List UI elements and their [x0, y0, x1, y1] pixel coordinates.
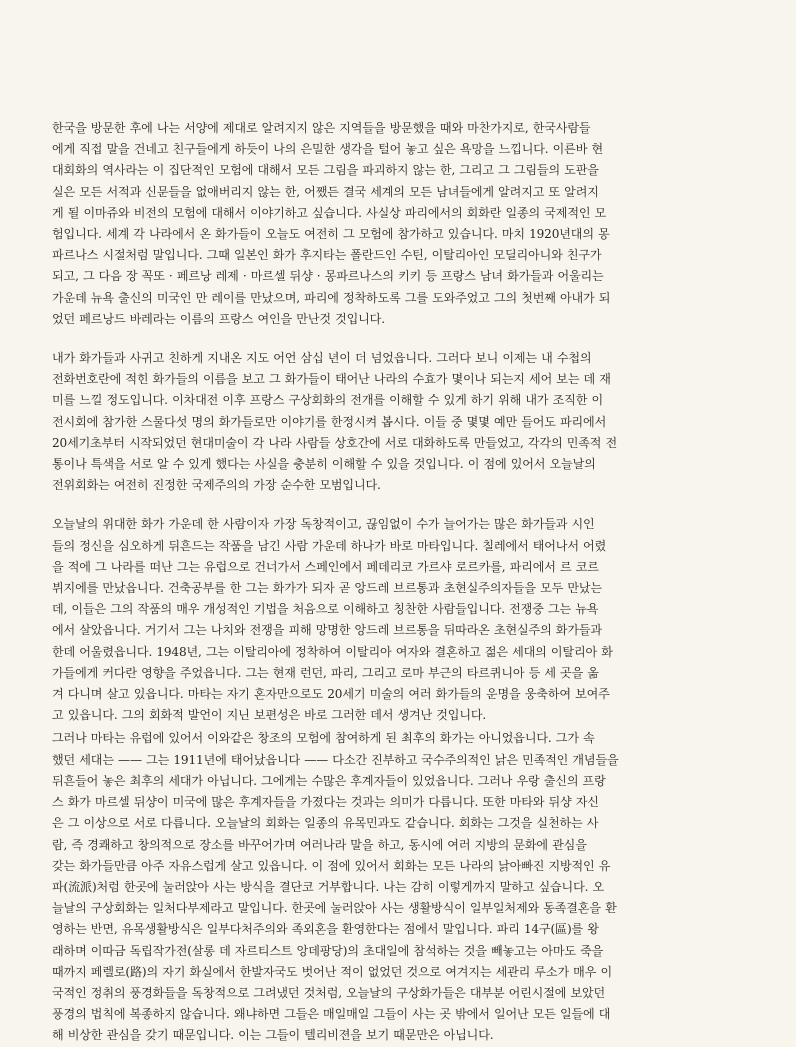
- text-line: 국적인 정취의 풍경화들을 독창적으로 그려냈던 것처럼, 오늘날의 구상화가들은 대부분 어린시절에 보았던: [52, 985, 606, 1000]
- paragraph-spacer: [52, 496, 744, 514]
- text-line: 뒤흔들어 놓은 최후의 세대가 아닙니다. 그에게는 수많은 후계자들이 있었읍니다. 그러나 우랑 출신의 프랑: [52, 773, 606, 788]
- text-line: 고 있읍니다. 그의 회화적 발언이 지닌 보편성은 바로 그러한 데서 생겨난 것입니다.: [52, 708, 487, 723]
- text-line: 에서 살았읍니다. 거기서 그는 나치와 전쟁을 피해 망명한 앙드레 브르통을 뒤따라온 초현실주의 화가들과: [52, 623, 602, 638]
- text-line: 에게 직접 말을 건네고 친구들에게 하듯이 나의 은밀한 생각을 털어 놓고 싶은 욕망을 느낍니다. 이른바 현: [52, 142, 603, 157]
- text-line: 한국을 방문한 후에 나는 서양에 제대로 알려지지 않은 지역들을 방문했을 때와 마찬가지로, 한국사람들: [52, 121, 591, 135]
- text-line: 오늘날의 위대한 화가 가운데 한 사람이자 가장 독창적이고, 끊임없이 수가 늘어가는 많은 화가들과 시인: [52, 517, 595, 532]
- text-line: 뷔지에를 만났읍니다. 건축공부를 한 그는 화가가 되자 곧 앙드레 브르통과 초현실주의자들을 모두 만났는: [52, 581, 602, 596]
- paragraph-1: [52, 118, 744, 330]
- paragraph-spacer: [52, 330, 744, 348]
- text-line: 파(流派)처럼 한곳에 눌러앉아 사는 방식을 결단코 거부합니다. 나는 감히 이렇게까지 말하고 싶습니다. 오: [52, 879, 605, 894]
- text-line: 은 그 이상으로 서로 다릅니다. 오늘날의 회화는 일종의 유목민과도 같습니다. 회화는 그것을 실천하는 사: [52, 816, 599, 831]
- paragraph-4: [52, 728, 744, 1046]
- text-line: 험입니다. 세계 각 나라에서 온 화가들이 오늘도 여전히 그 모험에 참가하고 있습니다. 마치 1920년대의 몽: [52, 227, 610, 242]
- paragraph-2: [52, 348, 744, 496]
- paragraph-3: [52, 514, 744, 726]
- text-line: 전시회에 참가한 스물다섯 명의 화가들로만 이야기를 한정시켜 봅시다. 이들 중 몇몇 예만 들어도 파리에서: [52, 414, 607, 429]
- text-line: 갖는 화가들만큼 아주 자유스럽게 살고 있읍니다. 이 점에 있어서 회화는 모든 나라의 낡아빠진 지방적인 유: [52, 858, 611, 873]
- text-line: 전화번호란에 적힌 화가들의 이름을 보고 그 화가들이 태어난 나라의 수효가 몇이나 되는지 세어 보는 데 재: [52, 372, 611, 387]
- text-line: 한데 어울렸읍니다. 1948년, 그는 이탈리아에 정착하여 이탈리아 여자와 결혼하고 젊은 세대의 이탈리아 화: [52, 644, 613, 659]
- text-line: 그러나 마타는 유럽에 있어서 이와같은 창조의 모험에 참여하게 된 최후의 화가는 아니었읍니다. 그가 속: [52, 731, 595, 746]
- text-line: 을 적에 그 나라를 떠난 그는 유럽으로 건너가서 스페인에서 페데리코 가르샤 로르카를, 파리에서 르 코르: [52, 559, 599, 574]
- text-line: 때까지 페렐로(路)의 자기 화실에서 한발자국도 벗어난 적이 없었던 것으로 여겨지는 세관리 루소가 매우 이: [52, 964, 612, 979]
- text-line: 내가 화가들과 사귀고 친하게 지내온 지도 어언 삼십 년이 더 넘었읍니다. 그러다 보니 이제는 내 수첩의: [52, 351, 592, 366]
- text-line: 되고, 그 다음 장 꼭또 · 페르낭 레제 · 마르셀 뒤샹 · 몽파르나스의 키키 등 프랑스 남녀 화가들과 어울리는: [52, 269, 604, 284]
- text-line: 풍경의 법칙에 복종하지 않습니다. 왜냐하면 그들은 매일매일 그들이 사는 곳 밖에서 일어난 모든 일들에 대: [52, 1007, 611, 1022]
- text-line: 실은 모든 서적과 신문들을 없애버리지 않는 한, 어쨌든 결국 세계의 모든 남녀들에게 알려지고 또 알려지: [52, 184, 599, 199]
- text-line: 데, 이들은 그의 작품의 매우 개성적인 기법을 처음으로 이해하고 칭찬한 사람들입니다. 전쟁중 그는 뉴욕: [52, 602, 599, 617]
- text-line: 미를 느낄 정도입니다. 이차대전 이후 프랑스 구상회화의 전개를 이해할 수 있게 하기 위해 내가 조직한 이: [52, 393, 603, 408]
- text-line: 영하는 반면, 유목생활방식은 일부다처주의와 족외혼을 환영한다는 점에서 말입니다. 파리 14구(區)를 왕: [52, 922, 599, 937]
- text-line: 전위회화는 여전히 진정한 국제주의의 가장 순수한 모범입니다.: [52, 478, 381, 493]
- text-line: 20세기초부터 시작되었던 현대미술이 각 나라 사람들 상호간에 서로 대화하도록 만들었고, 각각의 민족적 전: [52, 435, 618, 450]
- text-line: 들의 정신을 심오하게 뒤흔드는 작품을 남긴 사람 가운데 하나가 바로 마타입니다. 칠레에서 태어나서 어렸: [52, 538, 607, 553]
- text-line: 해 비상한 관심을 갖기 때문입니다. 이는 그들이 텔리비젼을 보기 때문만은 아닙니다.: [52, 1028, 494, 1043]
- text-line: 했던 세대는 —— 그는 1911년에 태어났읍니다 —— 다소간 진부하고 국수주의적인 낡은 민족적인 개념들을: [52, 752, 619, 767]
- text-line: 대회화의 역사라는 이 집단적인 모험에 대해서 모든 그림을 파괴하지 않는 한, 그리고 그 그림들의 도판을: [52, 163, 599, 178]
- text-line: 가들에게 커다란 영향을 주었읍니다. 그는 현재 런던, 파리, 그리고 로마 부근의 타르퀴니아 등 세 곳을 옮: [52, 665, 599, 680]
- text-line: 늘날의 구상회화는 일처다부제라고 말입니다. 한곳에 눌러앉아 사는 생활방식이 일부일처제와 동족결혼을 환: [52, 901, 617, 916]
- text-line: 었던 페르낭드 바레라는 이름의 프랑스 여인을 만난것 것입니다.: [52, 311, 385, 326]
- text-line: 래하며 이따금 독립작가전(살롱 데 자르티스트 앙데팡당)의 초대일에 참석하는 것을 빼놓고는 아마도 죽을: [52, 943, 604, 958]
- text-line: 스 화가 마르셀 뒤샹이 미국에 많은 후계자들을 가졌다는 것과는 의미가 다릅니다. 또한 마타와 뒤샹 자신: [52, 795, 599, 810]
- text-line: 게 될 이마쥬와 비전의 모험에 대해서 이야기하고 싶습니다. 사실상 파리에서의 회화란 일종의 국제적인 모: [52, 205, 607, 220]
- text-line: 겨 다니며 살고 있읍니다. 마타는 자기 혼자만으로도 20세기 미술의 여러 화가들의 운명을 웅축하여 보여주: [52, 687, 610, 702]
- text-line: 람, 즉 경쾌하고 창의적으로 장소를 바꾸어가며 여러나라 말을 하고, 동시에 여러 지방의 문화에 관심을: [52, 837, 587, 852]
- text-line: 통이나 특색을 서로 알 수 있게 했다는 사실을 충분히 이해할 수 있을 것입니다. 이 점에 있어서 오늘날의: [52, 457, 596, 472]
- text-line: 파르나스 시절처럼 말입니다. 그때 일본인 화가 후지타는 폴란드인 수틴, 이탈리아인 모딜리아니와 친구가: [52, 248, 602, 263]
- text-line: 가운데 뉴욕 출신의 미국인 만 레이를 만났으며, 파리에 정착하도록 그를 도와주었고 그의 첫번째 아내가 되: [52, 290, 611, 305]
